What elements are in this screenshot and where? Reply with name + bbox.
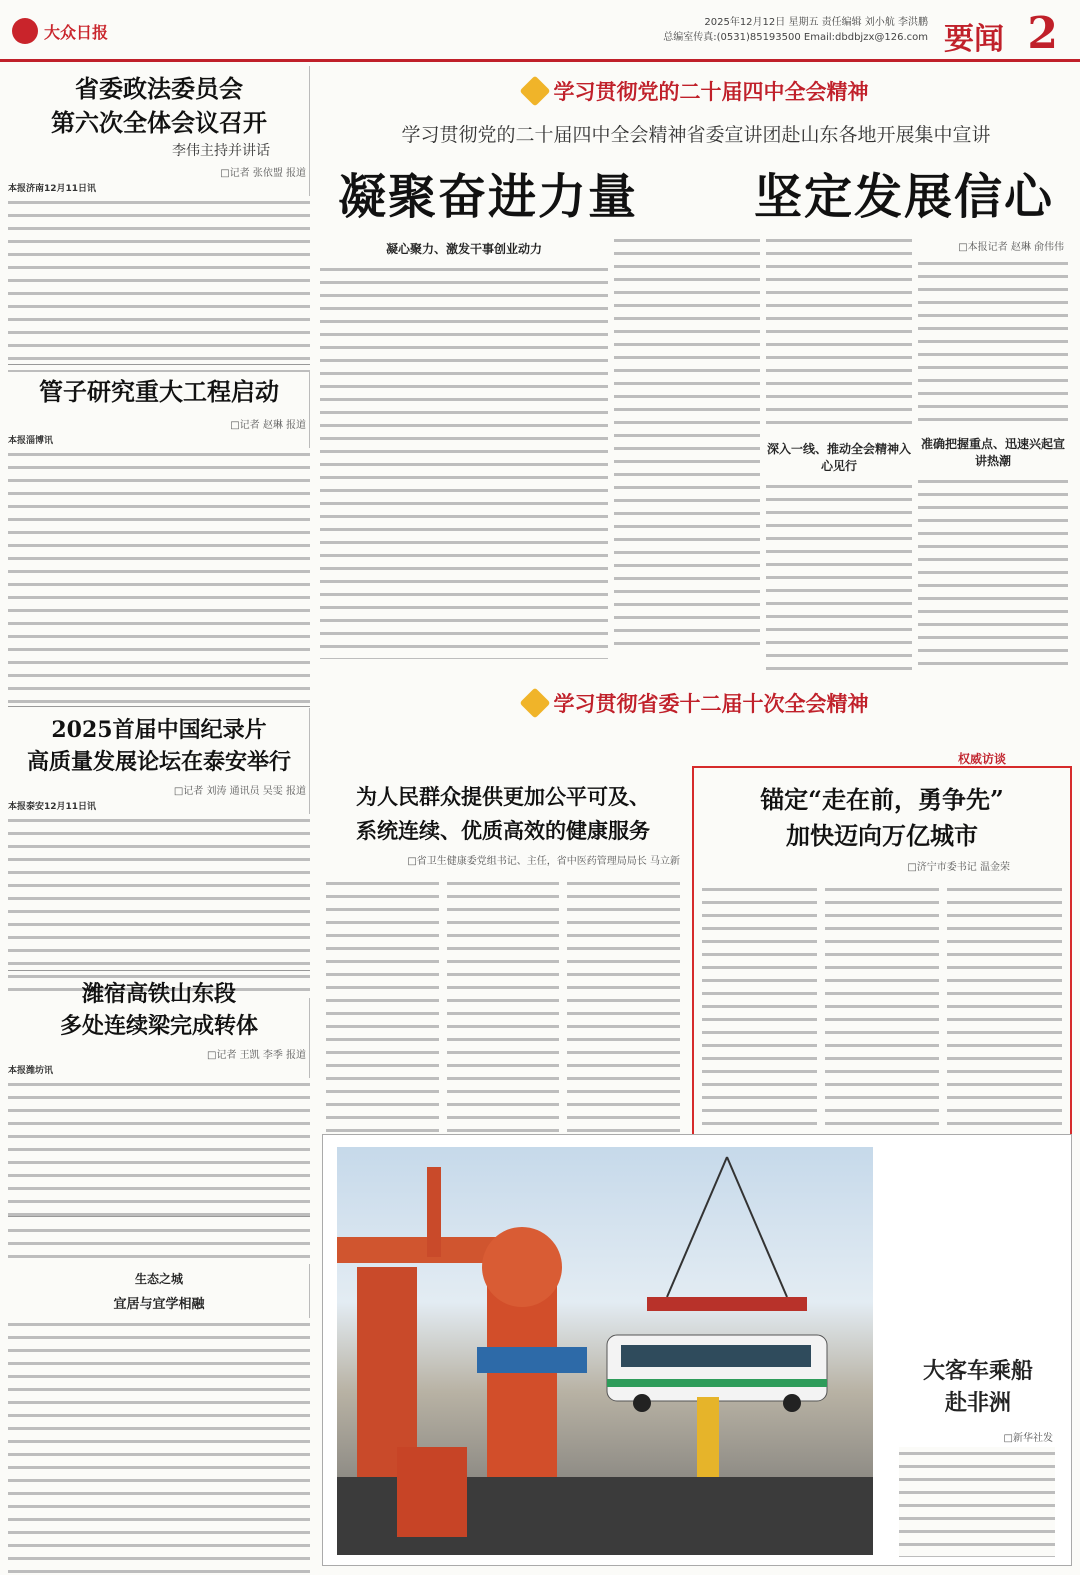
lead-story-col-4 (320, 234, 608, 674)
headline-part: 坚定发展信心 (753, 169, 1054, 225)
gold-emblem-icon (519, 687, 550, 718)
story-headline: 潍宿高铁山东段 (81, 981, 236, 1007)
interview-health-story (322, 766, 684, 1186)
section-banner (318, 74, 1074, 108)
story-lead: 本报潍坊讯 (8, 1066, 54, 1076)
story-body (8, 448, 310, 708)
divider (8, 364, 310, 365)
story-body (326, 877, 439, 1177)
story-byline: □记者 张依盟 报道 (220, 168, 306, 179)
story-body (614, 234, 760, 654)
lead-story-subhead: 深入一线、推动全会精神入心见行 (766, 442, 911, 473)
lead-story-col-1 (918, 234, 1068, 674)
story-headline: 高质量发展论坛在泰安举行 (26, 749, 291, 775)
story-headline: 省委政法委员会 (75, 74, 243, 103)
story-body (8, 1318, 310, 1575)
lead-story-kicker: 学习贯彻党的二十届四中全会精神省委宣讲团赴山东各地开展集中宣讲 (401, 124, 991, 146)
story-byline: □记者 赵琳 报道 (230, 420, 306, 431)
story-eco-city (8, 1224, 310, 1575)
story-lead: 本报淄博讯 (8, 436, 54, 446)
story-weisu-railway (8, 978, 310, 1248)
port-bus-loading-photo (337, 1147, 873, 1555)
headline-part: 凝聚奋进力量 (338, 169, 639, 225)
story-body (766, 480, 912, 670)
lead-story-col-2 (766, 234, 912, 674)
story-documentary-forum (8, 714, 310, 998)
edition-date-editors: 2025年12月12日 星期五 责任编辑 刘小航 李洪鹏 (704, 17, 928, 28)
story-headline: 宜居与宜学相融 (113, 1297, 205, 1312)
left-news-column (8, 66, 310, 1571)
photo-illustration (337, 1147, 873, 1555)
gold-emblem-icon (519, 75, 550, 106)
story-body (918, 257, 1068, 429)
lead-story-col-3 (614, 234, 760, 674)
divider (8, 706, 310, 707)
divider (8, 970, 310, 971)
newspaper-logo (12, 14, 132, 48)
story-guanzi-research (8, 372, 310, 708)
interview-byline: □济宁市委书记 温金荣 (907, 862, 1010, 873)
story-body (918, 475, 1068, 665)
story-political-legal-meeting (8, 72, 310, 372)
story-headline: 管子研究重大工程启动 (39, 377, 279, 406)
story-body (766, 234, 912, 434)
photo-byline: □新华社发 (1003, 1433, 1053, 1444)
story-lead: 本报济南12月11日讯 (8, 184, 97, 194)
photo-headline (903, 1355, 1053, 1419)
lead-story-subhead: 准确把握重点、迅速兴起宣讲热潮 (920, 437, 1065, 468)
page-number: 2 (1027, 8, 1058, 59)
interview-headline: 系统连续、优质高效的健康服务 (356, 818, 650, 843)
interview-column-tag: 权威访谈 (958, 752, 1007, 766)
story-section-label: 生态之城 (134, 1272, 183, 1286)
story-body (8, 1224, 310, 1264)
banner-title: 学习贯彻省委十二届十次全会精神 (553, 691, 869, 716)
interview-headline: 为人民群众提供更加公平可及、 (356, 784, 650, 809)
story-byline: □记者 王凯 李季 报道 (207, 1050, 306, 1061)
story-body (8, 1078, 310, 1248)
logo-text: 大众日报 (44, 22, 109, 42)
banner-title: 学习贯彻党的二十届四中全会精神 (553, 79, 869, 104)
story-headline: 多处连续梁完成转体 (59, 1013, 258, 1039)
page-section-tag: 要闻 (944, 22, 1004, 57)
interview-headline: 锚定“走在前，勇争先” (760, 785, 1004, 814)
photo-caption-body (899, 1447, 1055, 1557)
story-body (8, 196, 310, 372)
photo-headline-line: 赴非洲 (944, 1390, 1011, 1416)
main-news-area (318, 66, 1074, 1571)
section-banner (318, 686, 1074, 720)
story-headline: 第六次全体会议召开 (51, 108, 267, 137)
lead-story-byline: □本报记者 赵琳 俞伟伟 (958, 242, 1064, 253)
masthead (0, 0, 1080, 62)
photo-story-bus-ship (322, 1134, 1072, 1566)
story-lead: 本报泰安12月11日讯 (8, 802, 97, 812)
story-byline: □记者 刘涛 通讯员 吴雯 报道 (173, 786, 306, 797)
divider (8, 1216, 310, 1217)
story-subhead: 李伟主持并讲话 (172, 143, 270, 159)
interview-headline: 加快迈向万亿城市 (786, 821, 978, 850)
lead-story-subhead: 凝心聚力、激发干事创业动力 (385, 242, 542, 256)
lead-story-headline (338, 158, 1054, 227)
photo-headline-line: 大客车乘船 (922, 1358, 1033, 1384)
story-body (567, 877, 680, 1177)
edition-contact: 总编室传真:(0531)85193500 Email:dbdbjzx@126.com (663, 32, 928, 43)
story-body (447, 877, 560, 1177)
story-headline: 2025首届中国纪录片 (51, 717, 267, 743)
logo-emblem-icon (12, 18, 38, 44)
edition-info (663, 15, 928, 45)
story-body (320, 263, 608, 659)
interview-byline: □省卫生健康委党组书记、主任，省中医药管理局局长 马立新 (407, 856, 680, 867)
interview-jining-box (692, 766, 1072, 1186)
